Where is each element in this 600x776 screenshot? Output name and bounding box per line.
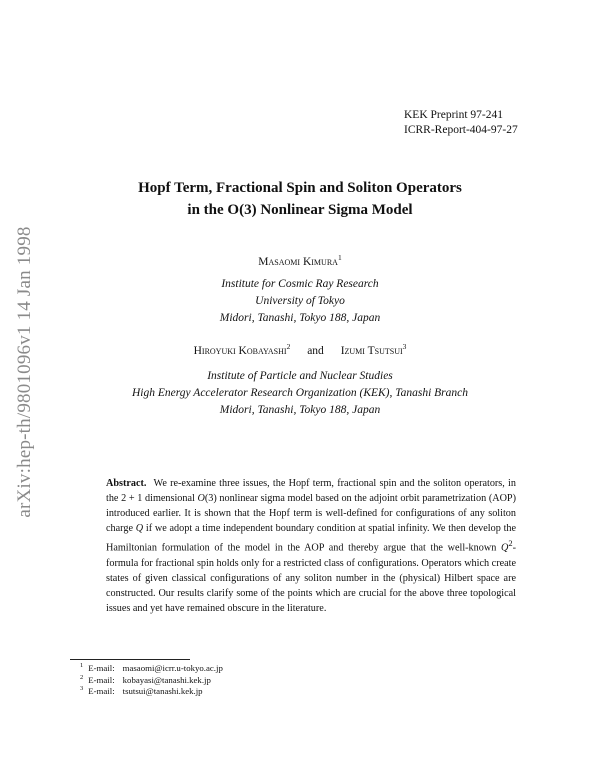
math-symbol-q: Q [135,523,144,535]
math-symbol-q: Q [501,542,509,554]
abstract-text: We re-examine three issues, the Hopf term, fractional spin and the soliton operators, in the [106,478,516,505]
footnote-email: kobayasi@tanashi.kek.jp [122,674,211,685]
authors-kobayashi-tsutsui [0,342,600,357]
affiliation-line: Midori, Tanashi, Tokyo 188, Japan [219,312,381,324]
footnote-number: 1 [80,662,84,670]
footnote-item [80,663,223,675]
footnote-number: 2 [80,673,84,681]
affiliation-line: University of Tokyo [255,295,345,307]
footnotes [80,663,223,698]
paper-title [0,177,600,221]
math-dimension: 2 + 1 [121,493,143,505]
author-name: Hiroyuki Kobayashi [193,345,287,357]
abstract-text: dimensional [145,493,195,505]
footnote-email: masaomi@icrr.u-tokyo.ac.jp [122,663,223,673]
footnote-mark: 1 [337,253,342,263]
footnote-email: tsutsui@tanashi.kek.jp [122,686,203,696]
title-line-2: in the O(3) Nonlinear Sigma Model [187,202,413,218]
footnote-key: E-mail: [88,686,115,696]
affiliation-icrr [0,276,600,327]
report-number: ICRR-Report-404-97-27 [404,124,518,136]
footnote-item [80,675,223,687]
abstract-text: -formula for fractional spin holds only for a restricted class of configurations. Operators which create states of given classical configurations of any soliton number in the (physical) Hilbert space are constructed. Our results clarify some of the points which are crucial for the above three topological issues and yet have remained obscure in the literature. [106,542,517,615]
footnote-key: E-mail: [88,674,115,685]
author-name: Masaomi Kimura [258,256,338,268]
math-symbol-o: O [197,493,205,505]
affiliation-line: Institute for Cosmic Ray Research [221,278,379,290]
footnote-mark: 3 [402,342,407,352]
author-conjunction: and [307,345,324,357]
preprint-numbers [404,108,518,138]
abstract [106,476,516,616]
arxiv-identifier-stamp: arXiv:hep-th/9801096v1 14 Jan 1998 [14,226,35,518]
affiliation-kek [0,368,600,419]
title-line-1: Hopf Term, Fractional Spin and Soliton Operators [138,180,462,196]
preprint-number: KEK Preprint 97-241 [404,109,504,121]
footnote-mark: 2 [286,342,291,352]
math-exponent: 2 [508,538,513,549]
author-kimura [0,253,600,268]
footnote-item [80,686,223,698]
affiliation-line: Institute of Particle and Nuclear Studies [207,370,393,382]
abstract-text: if we adopt a time independent boundary condition at spatial infinity. We then develop the Hamiltonian formulation of the model in the AOP and thereby argue that the well-known [106,523,517,554]
footnote-key: E-mail: [88,663,115,673]
abstract-text: (3) nonlinear sigma model based on the adjoint orbit parametrization (AOP) introduced earlier. It is shown that the Hopf term is well-defined for configurations of any soliton charge [106,493,516,535]
affiliation-line: High Energy Accelerator Research Organization (KEK), Tanashi Branch [131,387,469,399]
footnote-divider [70,659,190,660]
footnote-number: 3 [80,685,84,693]
abstract-label: Abstract. [106,478,147,489]
affiliation-line: Midori, Tanashi, Tokyo 188, Japan [219,404,381,416]
author-name: Izumi Tsutsui [340,345,403,357]
